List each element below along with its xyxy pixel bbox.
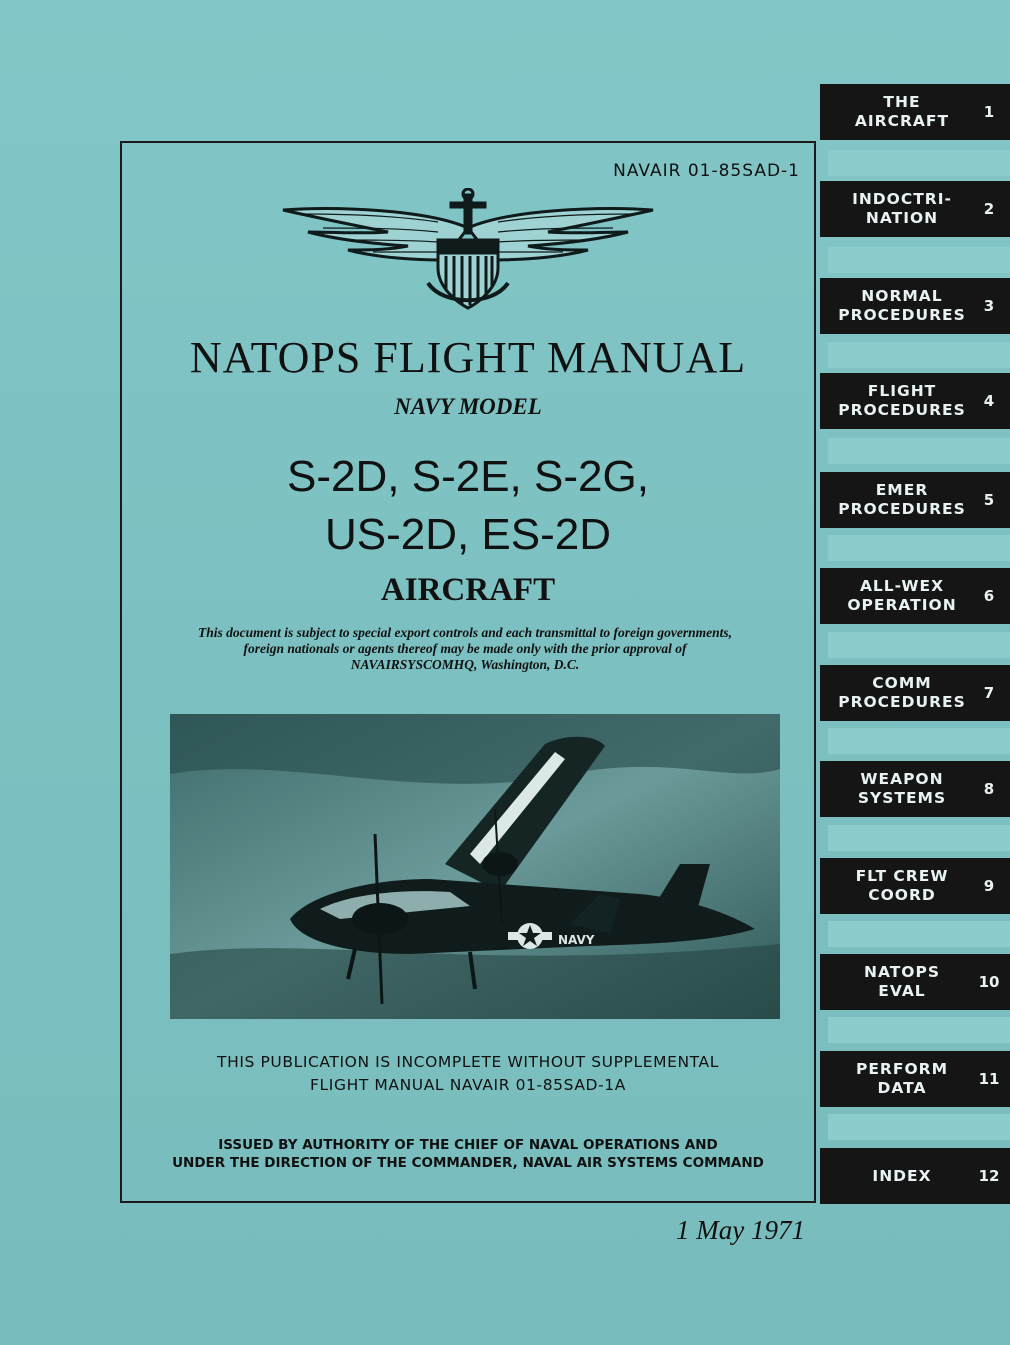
tab-perform-data[interactable] [820,1051,1010,1107]
tab-number: 5 [983,491,995,509]
aircraft-navy-marking: NAVY [558,933,595,947]
tab-all-wex-operation[interactable] [820,568,1010,624]
tab-number: 8 [983,780,995,798]
tab-label: EMER PROCEDURES [838,481,966,518]
tab-label: FLT CREW COORD [855,867,949,904]
tab-natops-eval[interactable] [820,954,1010,1010]
section-tab-strip [820,84,1010,1204]
tab-weapon-systems[interactable] [820,761,1010,817]
tab-separator [828,1114,1010,1140]
tab-number: 7 [983,684,995,702]
tab-number: 2 [983,200,995,218]
tab-label: INDOCTRI- NATION [852,190,952,227]
aircraft-heading: AIRCRAFT [380,572,556,608]
tab-label: NATOPS EVAL [863,963,941,1000]
aircraft-models [120,448,816,564]
tab-separator [828,535,1010,561]
export-control-notice: This document is subject to special export controls and each transmittal to foreign governments, foreign nationals or agents thereof may be made only with the prior approval of NAVAIRSYSCOMHQ, Washington, D.C. [197,625,733,672]
tab-number: 11 [978,1070,1000,1088]
tab-index[interactable] [820,1148,1010,1204]
tab-label: WEAPON SYSTEMS [857,770,947,807]
issuing-authority [120,1136,816,1172]
models-line-1: S-2D, S-2E, S-2G, [287,452,649,501]
tab-number: 10 [978,973,1000,991]
naval-aviator-wings-emblem [278,188,658,313]
manual-title: NATOPS FLIGHT MANUAL [189,333,747,382]
tab-separator [828,825,1010,851]
supplement-line-1: THIS PUBLICATION IS INCOMPLETE WITHOUT SUPPLEMENTAL [217,1053,719,1071]
tab-normal-procedures[interactable] [820,278,1010,334]
supplement-line-2: FLIGHT MANUAL NAVAIR 01-85SAD-1A [310,1076,626,1094]
tab-separator [828,342,1010,368]
publication-date: 1 May 1971 [676,1215,805,1245]
tab-separator [828,1017,1010,1043]
tab-number: 4 [983,392,995,410]
aircraft-photo [170,714,780,1019]
tab-flight-procedures[interactable] [820,373,1010,429]
tab-comm-procedures[interactable] [820,665,1010,721]
tab-number: 1 [983,103,995,121]
authority-line-2: UNDER THE DIRECTION OF THE COMMANDER, NAVAL AIR SYSTEMS COMMAND [172,1155,764,1171]
tab-separator [828,921,1010,947]
tab-number: 12 [978,1167,1000,1185]
tab-label: ALL-WEX OPERATION [847,577,957,614]
tab-separator [828,632,1010,658]
tab-label: FLIGHT PROCEDURES [838,382,966,419]
tab-label: THE AIRCRAFT [854,93,950,130]
tab-number: 3 [983,297,995,315]
tab-flt-crew-coord[interactable] [820,858,1010,914]
tab-emer-procedures[interactable] [820,472,1010,528]
tab-separator [828,247,1010,273]
tab-label: COMM PROCEDURES [838,674,966,711]
tab-separator [828,728,1010,754]
manual-subtitle: NAVY MODEL [394,394,542,419]
tab-label: PERFORM DATA [855,1060,948,1097]
tab-number: 9 [983,877,995,895]
tab-the-aircraft[interactable] [820,84,1010,140]
supplement-notice [120,1051,816,1097]
document-number: NAVAIR 01-85SAD-1 [613,161,800,181]
tab-separator [828,438,1010,464]
authority-line-1: ISSUED BY AUTHORITY OF THE CHIEF OF NAVAL OPERATIONS AND [218,1137,718,1153]
tab-number: 6 [983,587,995,605]
tab-label: NORMAL PROCEDURES [838,287,966,324]
tab-label: INDEX [872,1166,932,1185]
models-line-2: US-2D, ES-2D [324,510,612,559]
tab-separator [828,150,1010,176]
tab-indoctrination[interactable] [820,181,1010,237]
